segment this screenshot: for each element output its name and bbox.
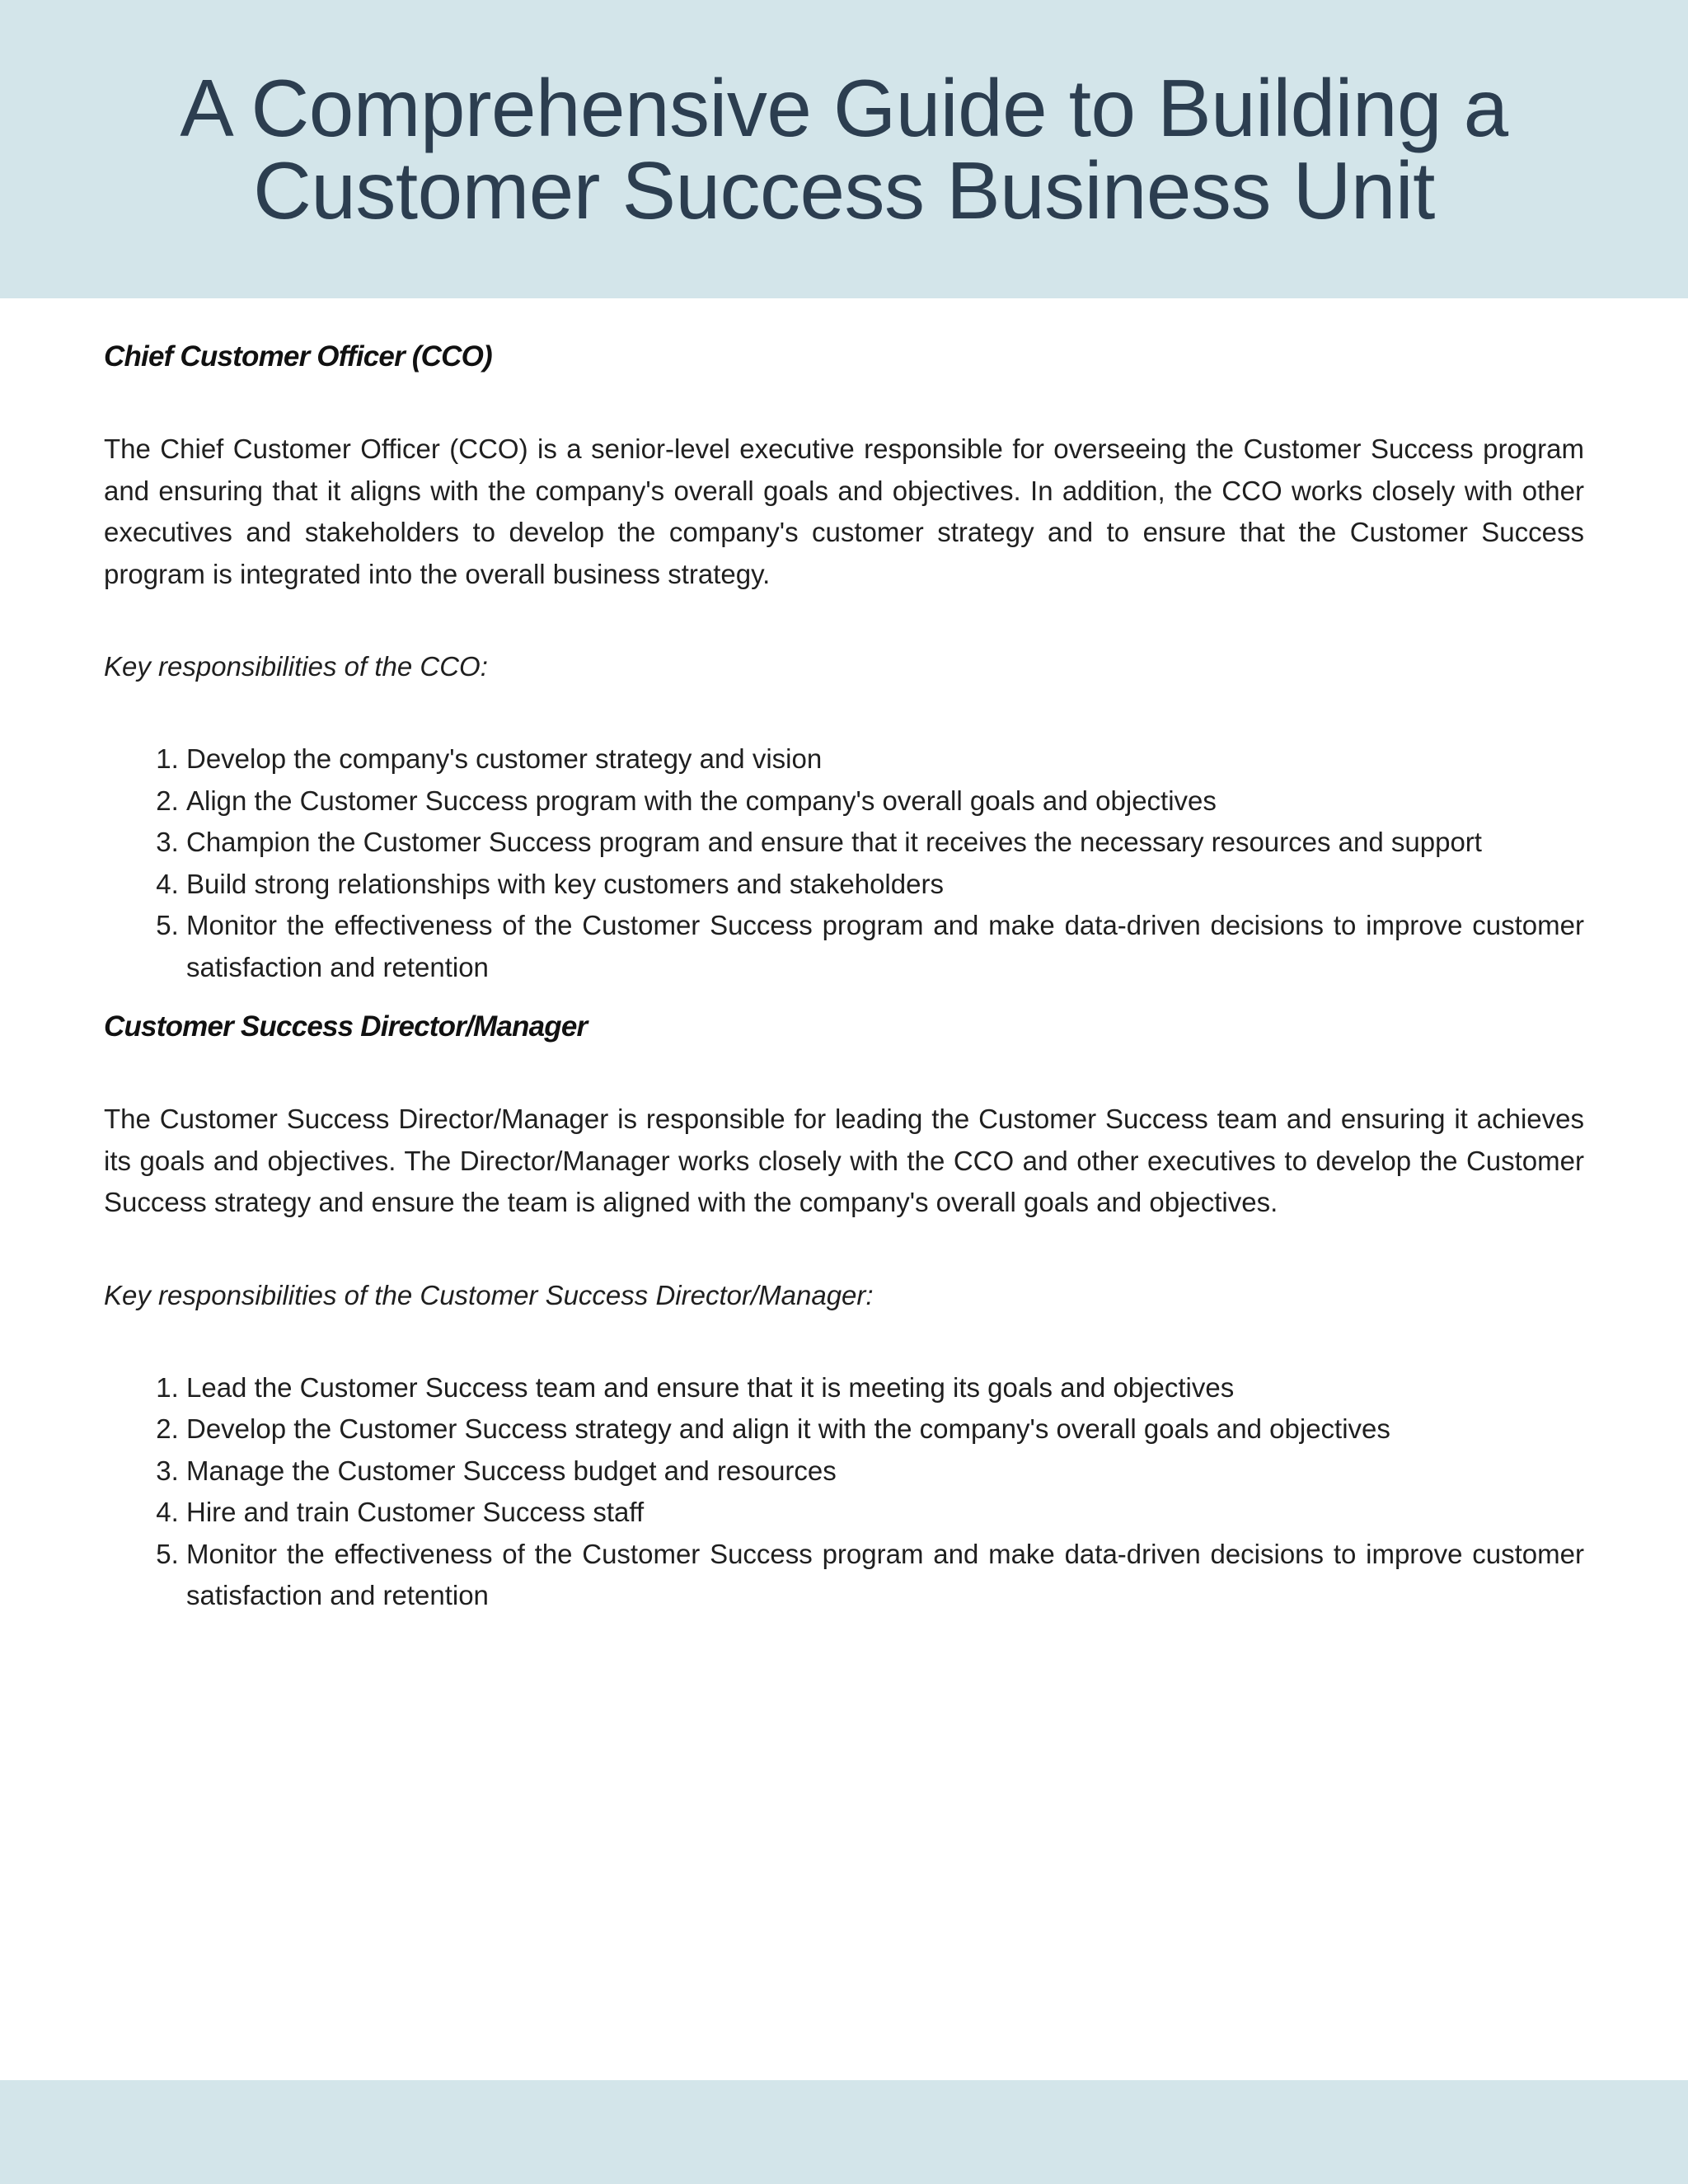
list-item: 3. Manage the Customer Success budget and resources [186, 1451, 1584, 1493]
list-item: 1. Lead the Customer Success team and ensure that it is meeting its goals and objectives [186, 1367, 1584, 1409]
list-item: 5. Monitor the effectiveness of the Customer Success program and make data-driven decisions to improve customer satisfaction and retention [186, 905, 1584, 988]
responsibilities-heading-cco: Key responsibilities of the CCO: [104, 651, 488, 682]
list-item: 4. Build strong relationships with key customers and stakeholders [186, 864, 1584, 906]
list-item: 5. Monitor the effectiveness of the Customer Success program and make data-driven decisions to improve customer satisfaction and retention [186, 1534, 1584, 1617]
list-item: 2. Align the Customer Success program with the company's overall goals and objectives [186, 780, 1584, 823]
section-paragraph-director: The Customer Success Director/Manager is responsible for leading the Customer Success team and ensuring it achieves its goals and objectives. The Director/Manager works closely with the CCO and other executives to develop the Customer Success strategy and ensure the team is aligned with the company's overall goals and objectives. [104, 1104, 1584, 1217]
responsibilities-list-cco [104, 738, 1584, 988]
section-paragraph-cco: The Chief Customer Officer (CCO) is a senior-level executive responsible for overseeing the Customer Success program and ensuring that it aligns with the company's overall goals and objectives. In addition, the CCO works closely with other executives and stakeholders to develop the company's customer strategy and to ensure that the Customer Success program is integrated into the overall business strategy. [104, 434, 1584, 589]
list-item: 2. Develop the Customer Success strategy and align it with the company's overall goals and objectives [186, 1408, 1584, 1451]
page-title: A Comprehensive Guide to Building a Customer Success Business Unit [180, 63, 1508, 236]
responsibilities-list-director [104, 1367, 1584, 1617]
list-item: 4. Hire and train Customer Success staff [186, 1492, 1584, 1534]
document-body [104, 336, 1584, 1617]
page-footer-band [0, 2080, 1688, 2184]
page-header [0, 0, 1688, 298]
section-title-cco: Chief Customer Officer (CCO) [104, 340, 492, 373]
responsibilities-heading-director: Key responsibilities of the Customer Success Director/Manager: [104, 1279, 874, 1310]
list-item: 3. Champion the Customer Success program and ensure that it receives the necessary resources and support [186, 822, 1584, 864]
list-item: 1. Develop the company's customer strategy and vision [186, 738, 1584, 780]
section-title-director: Customer Success Director/Manager [104, 1010, 588, 1043]
